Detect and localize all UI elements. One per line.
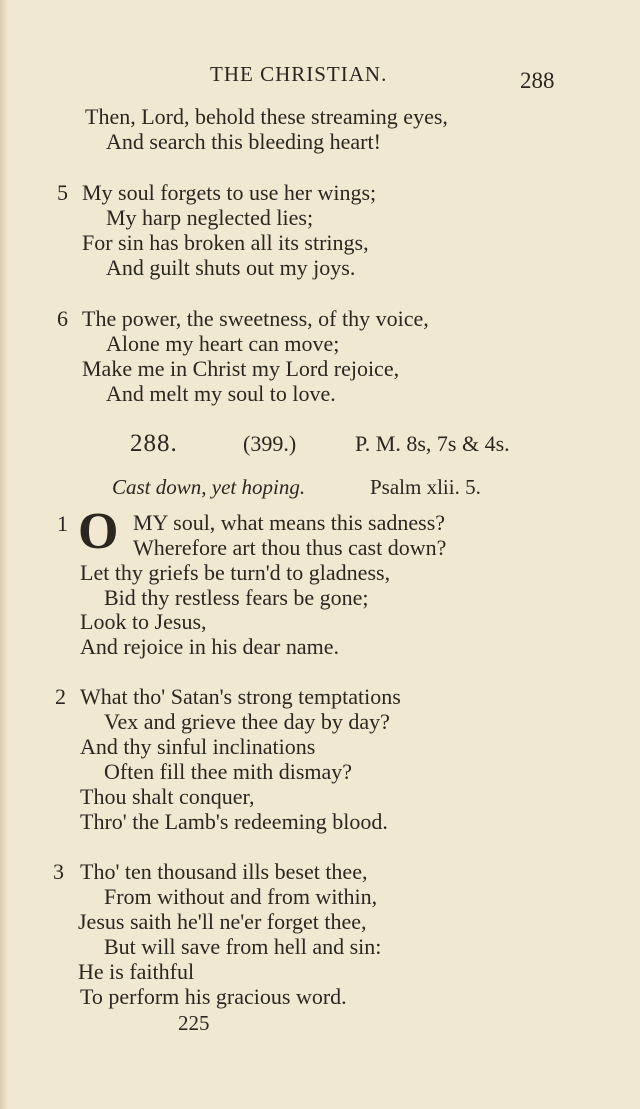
running-title: THE CHRISTIAN.: [210, 62, 388, 86]
verse-line: Often fill thee mith dismay?: [104, 759, 353, 784]
signature-mark: 225: [178, 1011, 210, 1035]
verse-line: Jesus saith he'll ne'er forget thee,: [78, 909, 367, 934]
verse-line: Then, Lord, behold these streaming eyes,: [85, 104, 448, 129]
page-number: 288: [520, 68, 555, 93]
verse-line: Make me in Christ my Lord rejoice,: [82, 356, 400, 381]
verse-line: Thou shalt conquer,: [80, 784, 255, 809]
verse-line: And guilt shuts out my joys.: [106, 255, 356, 280]
verse-number: 6: [57, 306, 68, 331]
verse-line: My soul forgets to use her wings;: [82, 180, 377, 205]
verse-number: 2: [55, 684, 66, 709]
hymn-alt-number: (399.): [243, 431, 297, 456]
verse-number: 3: [53, 859, 64, 884]
verse-number: 1: [57, 511, 68, 536]
verse-line: Let thy griefs be turn'd to gladness,: [80, 560, 391, 585]
verse-line: Wherefore art thou thus cast down?: [133, 535, 447, 560]
verse-line: Thro' the Lamb's redeeming blood.: [80, 809, 388, 834]
verse-line: Tho' ten thousand ills beset thee,: [80, 859, 368, 884]
verse-line: For sin has broken all its strings,: [82, 230, 369, 255]
hymn-meter: P. M. 8s, 7s & 4s.: [355, 431, 510, 456]
verse-line: Alone my heart can move;: [106, 331, 340, 356]
verse-line: And thy sinful inclinations: [80, 734, 316, 759]
verse-number: 5: [57, 180, 68, 205]
verse-line: And search this bleeding heart!: [106, 129, 381, 154]
verse-line: But will save from hell and sin:: [104, 934, 382, 959]
verse-line: To perform his gracious word.: [80, 984, 347, 1009]
verse-line: The power, the sweetness, of thy voice,: [82, 306, 429, 331]
verse-line: What tho' Satan's strong temptations: [80, 684, 401, 709]
verse-line: Look to Jesus,: [80, 609, 207, 634]
verse-line: My harp neglected lies;: [106, 205, 314, 230]
hymn-subtitle: Cast down, yet hoping.: [112, 475, 306, 499]
verse-line: Bid thy restless fears be gone;: [104, 585, 369, 610]
verse-line: And melt my soul to love.: [106, 381, 336, 406]
scripture-reference: Psalm xlii. 5.: [370, 475, 481, 499]
drop-cap: O: [78, 503, 119, 560]
hymn-number: 288.: [130, 430, 178, 457]
verse-line: MY soul, what means this sadness?: [133, 510, 446, 535]
verse-line: Vex and grieve thee day by day?: [104, 709, 390, 734]
verse-line: He is faithful: [78, 959, 195, 984]
page-edge-shadow: [0, 0, 8, 1109]
verse-line: From without and from within,: [104, 884, 378, 909]
verse-line: And rejoice in his dear name.: [80, 634, 340, 659]
